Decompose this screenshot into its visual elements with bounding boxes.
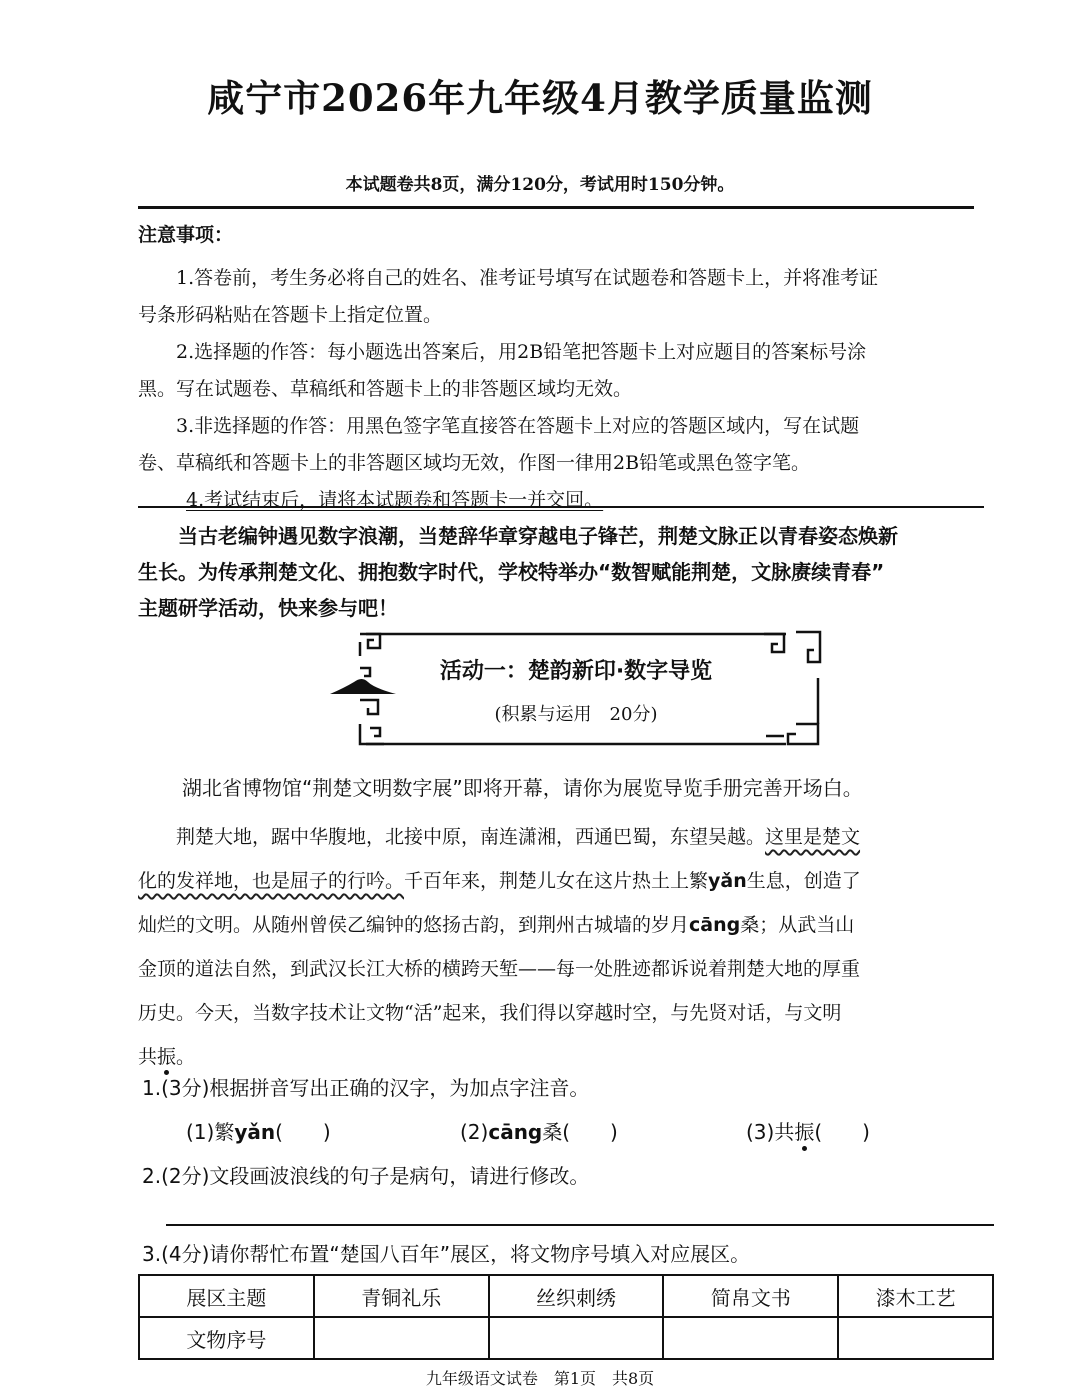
activity-title: 活动一：楚韵新印·数字导览: [439, 659, 713, 684]
q1-item-c: [746, 1114, 870, 1150]
passage: [138, 815, 988, 1079]
activity-subtitle: (积累与运用 20分): [494, 704, 658, 725]
passage-text: 桑；从武当山: [740, 914, 855, 936]
passage-line4: 金顶的道法自然，到武汉长江大桥的横跨天堑——每一处胜迹都诉说着荆楚大地的厚重: [138, 958, 861, 980]
table-row-label: 文物序号: [139, 1317, 314, 1359]
wavy-sentence-end: 化的发祥地，也是屈子的行吟。: [138, 870, 405, 892]
passage-text: 。: [176, 1046, 196, 1068]
intro-paragraph: [138, 518, 988, 626]
note-3-line2: 卷、草稿纸和答题卡上的非答题区域均无效，作图一律用2B铅笔或黑色签字笔。: [138, 452, 811, 474]
page-footer: 九年级语文试卷 第1页 共8页: [425, 1369, 655, 1388]
passage-line1: [138, 815, 988, 859]
question-3: 3.(4分)请你帮忙布置“楚国八百年”展区，将文物序号填入对应展区。: [142, 1242, 751, 1266]
notes-list: [138, 260, 978, 482]
answer-cell[interactable]: [314, 1317, 489, 1359]
zone-silk: 丝织刺绣: [489, 1275, 664, 1317]
passage-lead: 湖北省博物馆“荆楚文明数字展”即将开幕，请你为展览导览手册完善开场白。: [182, 776, 863, 800]
answer-line: [166, 1224, 994, 1226]
note-1-line2: 号条形码粘贴在答题卡上指定位置。: [138, 304, 443, 326]
q1-b-pinyin: cāng: [488, 1120, 543, 1144]
answer-cell[interactable]: [663, 1317, 838, 1359]
q1-b-blank[interactable]: ( ): [562, 1120, 618, 1144]
wavy-sentence: 这里是楚文: [765, 826, 861, 848]
exhibit-table: [138, 1274, 994, 1360]
notes-heading: 注意事项：: [138, 224, 234, 246]
question-2: 2.(2分)文段画波浪线的句子是病句，请进行修改。: [142, 1164, 590, 1188]
passage-text: 生息，创造了: [746, 870, 861, 892]
top-divider: [138, 206, 974, 209]
q1-item-a: [186, 1114, 331, 1150]
q1-c-label: (3)共: [746, 1120, 795, 1144]
q1-item-b: [460, 1114, 618, 1150]
passage-text: 共: [138, 1046, 158, 1068]
pinyin-yan: yǎn: [708, 870, 747, 892]
table-header-label: 展区主题: [139, 1275, 314, 1317]
intro-line2: 生长。为传承荆楚文化、拥抱数字时代，学校特举办“数智赋能荆楚，文脉赓续青春”: [138, 560, 885, 584]
passage-line3: [138, 903, 988, 947]
note-2-line1: 2.选择题的作答：每小题选出答案后，用2B铅笔把答题卡上对应题目的答案标号涂: [176, 341, 867, 363]
note-1-line1: 1.答卷前，考生务必将自己的姓名、准考证号填写在试题卷和答题卡上，并将准考证: [176, 267, 879, 289]
passage-text: 千百年来，荆楚儿女在这片热土上繁: [404, 870, 709, 892]
passage-line2: [138, 859, 988, 903]
q1-c-dotted-char: 振: [794, 1120, 815, 1144]
q1-a-label: (1)繁: [186, 1120, 235, 1144]
q1-b-label: (2): [460, 1120, 489, 1144]
table-row: [139, 1275, 993, 1317]
answer-cell[interactable]: [489, 1317, 664, 1359]
zone-bamboo: 简帛文书: [663, 1275, 838, 1317]
question-1: 1.(3分)根据拼音写出正确的汉字，为加点字注音。: [142, 1076, 590, 1100]
pinyin-cang: cāng: [689, 914, 741, 936]
q1-a-pinyin: yǎn: [234, 1120, 276, 1144]
page-title: 咸宁市2026年九年级4月教学质量监测: [207, 76, 873, 120]
passage-text: 灿烂的文明。从随州曾侯乙编钟的悠扬古韵，到荆州古城墙的岁月: [138, 914, 690, 936]
note-2-line2: 黑。写在试题卷、草稿纸和答题卡上的非答题区域均无效。: [138, 378, 633, 400]
passage-text: 荆楚大地，踞中华腹地，北接中原，南连潇湘，西通巴蜀，东望吴越。: [176, 826, 766, 848]
zone-lacquer: 漆木工艺: [838, 1275, 993, 1317]
q1-a-blank[interactable]: ( ): [275, 1120, 331, 1144]
q1-c-blank[interactable]: ( ): [814, 1120, 870, 1144]
passage-line5: 历史。今天，当数字技术让文物“活”起来，我们得以穿越时空，与先贤对话，与文明: [138, 1002, 842, 1024]
intro-line3: 主题研学活动，快来参与吧！: [138, 596, 398, 620]
dotted-char: 振: [157, 1046, 177, 1068]
notes-divider: [138, 506, 984, 508]
activity-banner-frame: [326, 628, 826, 750]
intro-line1: 当古老编钟遇见数字浪潮，当楚辞华章穿越电子锋芒，荆楚文脉正以青春姿态焕新: [178, 524, 898, 548]
exam-info: 本试题卷共8页，满分120分，考试用时150分钟。: [345, 175, 735, 195]
table-row: [139, 1317, 993, 1359]
note-3-line1: 3.非选择题的作答：用黑色签字笔直接答在答题卡上对应的答题区域内，写在试题: [176, 415, 860, 437]
q1-b-char: 桑: [542, 1120, 563, 1144]
answer-cell[interactable]: [838, 1317, 993, 1359]
note-4: 4.考试结束后，请将本试题卷和答题卡一并交回。: [186, 489, 604, 511]
zone-bronze: 青铜礼乐: [314, 1275, 489, 1317]
